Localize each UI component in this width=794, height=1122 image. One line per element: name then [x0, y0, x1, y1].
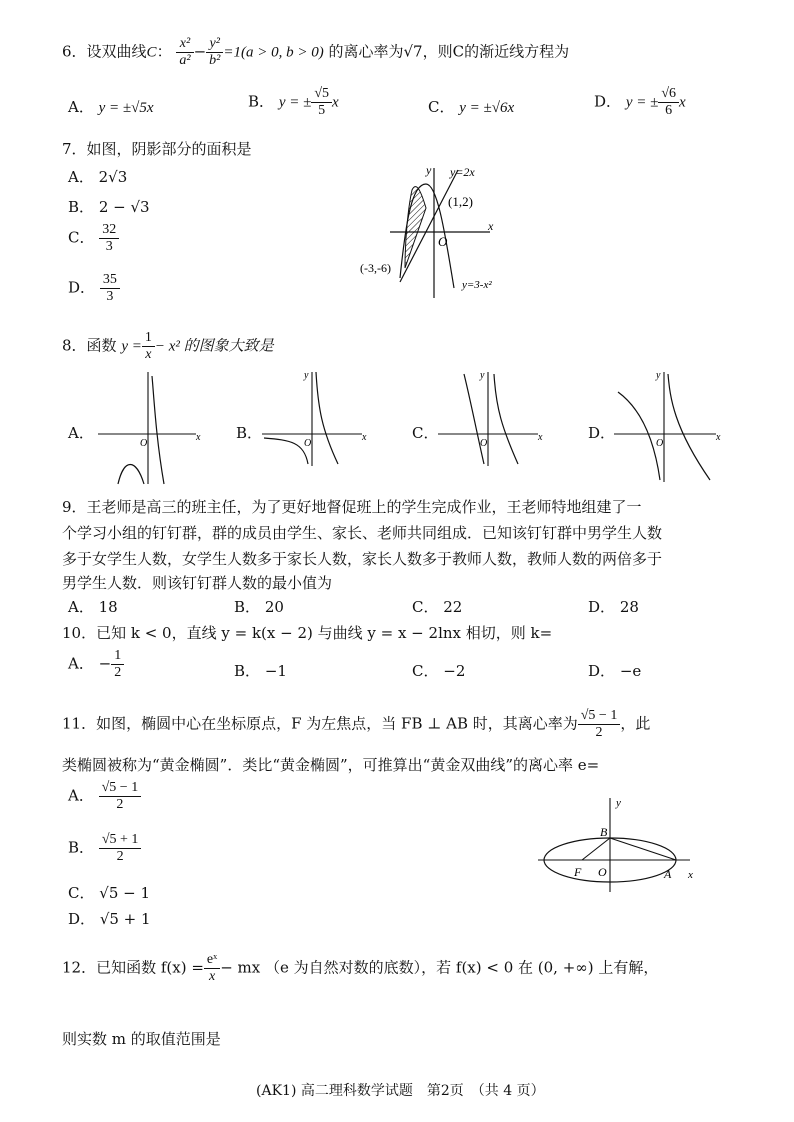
- svg-text:O: O: [480, 438, 488, 449]
- q9-line-4: 男学生人数．则该钉钉群人数的最小值为: [62, 574, 333, 592]
- q11-b-label: B: [600, 825, 608, 839]
- q6-curve-name: C: [146, 44, 157, 61]
- q6-stem-prefix: 6．设双曲线: [62, 42, 147, 61]
- q11-o-label: O: [598, 865, 607, 879]
- q7-origin-label: O: [438, 234, 448, 249]
- q12-line-1: 12．已知函数 f(x) = $\frac{\text{eˣ}}{x}$ − mx （e 为自然对数的底数），若 f(x) < 0 在 (0, +∞) 上有解，: [62, 952, 659, 984]
- q7-stem: 7．如图，阴影部分的面积是: [62, 140, 252, 158]
- q7-option-b: B． 2 − √3: [68, 198, 150, 216]
- svg-text:x: x: [716, 432, 721, 443]
- q10-option-d: D． −e: [588, 662, 642, 680]
- q11-y-label: y: [616, 797, 621, 809]
- q6-frac-x: $\frac{\text{x²}}{\text{a²}}$: [176, 36, 193, 69]
- q9-line-1: 9．王老师是高三的班主任，为了更好地督促班上的学生完成作业，王老师特地组建了一: [62, 498, 642, 516]
- svg-text:y: y: [480, 370, 485, 381]
- q8-option-a-label: A．: [68, 424, 94, 442]
- q6-stem: 6．设双曲线C： $\frac{\text{x²}}{\text{a²}}$ − $\frac{\text{y²}}{\text{b²}}$ =1(a > 0, b > 0) 的离心率为√7，则C的渐近线方程为: [62, 36, 570, 68]
- q9-line-2: 个学习小组的钉钉群，群的成员由学生、家长、老师共同组成．已知该钉钉群中男学生人数: [62, 524, 663, 542]
- q11-x-label: x: [688, 869, 693, 881]
- q11-option-d: D． √5 + 1: [68, 910, 151, 928]
- q7-figure: [350, 160, 530, 300]
- q7-shaded-region: [405, 187, 426, 268]
- q11-option-b: B． $\frac{√5 + 1}{2}$: [68, 832, 141, 865]
- q6-colon: ：: [156, 42, 172, 61]
- svg-text:y: y: [304, 370, 309, 381]
- q8-option-c-label: C．: [412, 424, 439, 442]
- q7-point-1-2: (1,2): [448, 194, 473, 209]
- q10-option-b: B． −1: [234, 662, 287, 680]
- q12-line-2: 则实数 m 的取值范围是: [62, 1030, 221, 1048]
- q11-line-2: 类椭圆被称为“黄金椭圆”．类比“黄金椭圆”，可推算出“黄金双曲线”的离心率 e=: [62, 756, 600, 774]
- q7-option-d: D． $\frac{35}{3}$: [68, 272, 120, 305]
- q8-option-b-label: B．: [236, 424, 263, 442]
- q9-option-c: C． 22: [412, 598, 463, 616]
- q6-option-d: D． y = ± $\frac{√6}{6}$ x: [594, 86, 686, 118]
- q11-f-label: F: [574, 865, 582, 879]
- svg-text:x: x: [196, 432, 201, 443]
- q9-option-b: B． 20: [234, 598, 284, 616]
- q8-graph-c: [436, 368, 546, 468]
- q7-line-label: y=2x: [450, 165, 475, 179]
- q11-line-1: 11．如图，椭圆中心在坐标原点，F 为左焦点，当 FB ⊥ AB 时，其离心率为 $\frac{√5 - 1}{2}$ ，此: [62, 708, 651, 740]
- q7-option-a: A． 2√3: [68, 168, 128, 186]
- q7-curve-label: y=3-x²: [462, 279, 492, 291]
- q6-option-b: B． y = ± $\frac{√5}{5}$ x: [248, 86, 339, 118]
- svg-text:O: O: [304, 438, 312, 449]
- q11-option-a: A． $\frac{√5 - 1}{2}$: [68, 780, 141, 813]
- svg-text:y: y: [656, 370, 661, 381]
- q6-option-a: A． y = ±√5x: [68, 98, 154, 116]
- q11-option-c: C． √5 − 1: [68, 884, 151, 902]
- q7-option-c: C． $\frac{32}{3}$: [68, 222, 119, 255]
- q9-option-d: D． 28: [588, 598, 639, 616]
- q6-stem-suffix: 的离心率为√7，则C的渐近线方程为: [328, 42, 570, 61]
- q10-stem: 10．已知 k < 0，直线 y = k(x − 2) 与曲线 y = x − 2lnx 相切，则 k=: [62, 624, 553, 642]
- svg-text:x: x: [362, 432, 367, 443]
- q11-figure: [530, 792, 700, 896]
- q8-option-d-label: D．: [588, 424, 616, 442]
- svg-text:O: O: [656, 438, 664, 449]
- q6-frac-y: $\frac{\text{y²}}{\text{b²}}$: [206, 36, 223, 69]
- q7-point-neg3-neg6: (-3,-6): [360, 261, 391, 275]
- q6-condition: =1(a > 0, b > 0): [223, 44, 324, 61]
- q9-option-a: A． 18: [68, 598, 118, 616]
- q11-segment-fb: [582, 838, 610, 860]
- q8-graph-d: [612, 368, 730, 484]
- q7-y-label: y: [426, 163, 432, 177]
- q10-option-c: C． −2: [412, 662, 466, 680]
- q8-stem: 8．函数 y = $\frac{1}{x}$ − x² 的图象大致是: [62, 330, 274, 362]
- q6-option-c: C． y = ±√6x: [428, 98, 515, 116]
- q8-graph-b: [260, 368, 370, 468]
- q8-graph-a: [96, 368, 204, 486]
- q7-x-label: x: [488, 219, 494, 233]
- q10-option-a: A． − $\frac{1}{2}$: [68, 648, 124, 681]
- svg-text:x: x: [538, 432, 543, 443]
- page-footer: (AK1) 高二理科数学试题 第2页 （共 4 页）: [256, 1083, 545, 1099]
- q9-line-3: 多于女学生人数，女学生人数多于家长人数，家长人数多于教师人数，教师人数的两倍多于: [62, 550, 663, 568]
- svg-text:O: O: [140, 438, 148, 449]
- q11-a-label: A: [664, 867, 672, 881]
